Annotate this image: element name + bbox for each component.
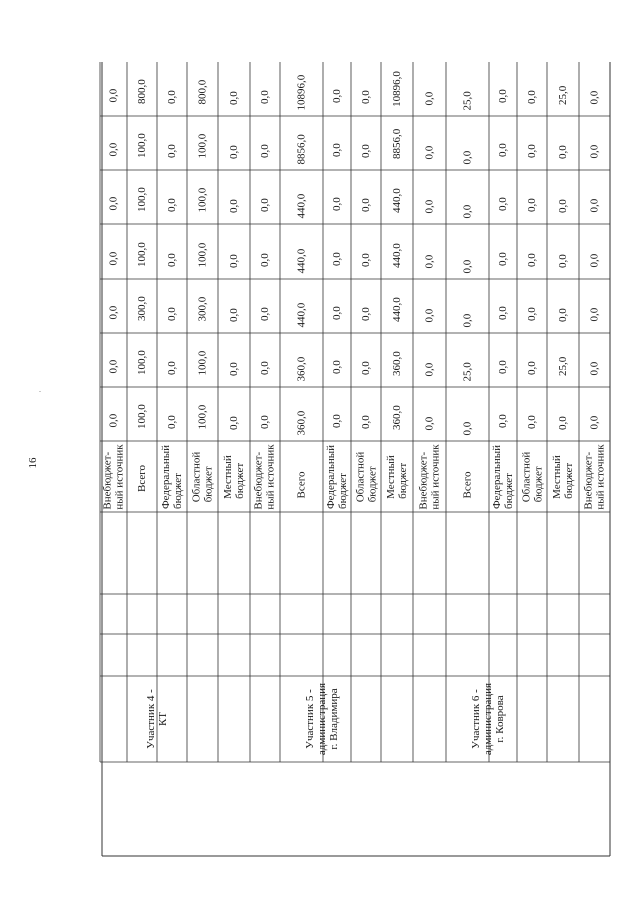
value-cell: 0,0 (331, 143, 343, 157)
value-cell: 100,0 (136, 350, 148, 375)
value-cell: 0,0 (228, 199, 240, 213)
value-cell: 0,0 (331, 197, 343, 211)
value-cell: 440,0 (391, 242, 403, 268)
value-cell: 800,0 (136, 79, 148, 104)
value-cell: 360,0 (295, 410, 308, 436)
value-cell: 360,0 (391, 351, 403, 376)
value-cell: 0,0 (588, 361, 601, 376)
value-cell: 0,0 (360, 415, 372, 429)
value-cell: 0,0 (228, 362, 240, 376)
value-cell: 0,0 (259, 198, 271, 212)
value-cell: 300,0 (196, 296, 209, 322)
scan-dot: . (39, 385, 41, 394)
value-cell: 0,0 (360, 307, 372, 321)
value-cell: 0,0 (497, 360, 509, 374)
value-cell: 0,0 (461, 259, 474, 273)
value-cell: 440,0 (391, 297, 403, 322)
value-cell: 100,0 (136, 187, 148, 212)
value-cell: 0,0 (166, 90, 178, 104)
value-cell: 0,0 (107, 305, 120, 320)
value-cell: 0,0 (526, 144, 538, 158)
row-label: Внебюджет- ный источник (101, 443, 126, 510)
value-cell: 0,0 (497, 89, 509, 103)
value-cell: 0,0 (588, 307, 601, 322)
value-cell: 0,0 (526, 90, 538, 104)
value-cell: 0,0 (360, 252, 372, 267)
value-cell: 0,0 (259, 361, 271, 375)
value-cell: 0,0 (259, 90, 271, 104)
value-cell: 0,0 (107, 142, 120, 157)
value-cell: 0,0 (557, 199, 569, 213)
value-cell: 0,0 (107, 359, 120, 374)
value-cell: 0,0 (526, 361, 538, 375)
value-cell: 0,0 (423, 362, 436, 377)
value-cell: 0,0 (166, 307, 178, 321)
value-cell: 100,0 (196, 350, 209, 376)
value-cell: 0,0 (331, 251, 343, 266)
row-label: Федеральный бюджет (325, 444, 349, 509)
value-cell: 0,0 (557, 253, 569, 268)
value-cell: 0,0 (360, 198, 372, 212)
value-cell: 100,0 (196, 133, 209, 159)
row-label: Местный бюджет (385, 454, 409, 499)
value-cell: 0,0 (557, 145, 569, 159)
value-cell: 440,0 (391, 188, 403, 213)
value-cell: 0,0 (166, 361, 178, 375)
value-cell: 0,0 (331, 414, 343, 428)
value-cell: 10896,0 (295, 74, 308, 111)
value-cell: 0,0 (423, 308, 436, 323)
value-cell: 25,0 (461, 91, 474, 111)
row-label: Местный бюджет (551, 454, 575, 499)
value-cell: 0,0 (588, 198, 601, 213)
value-cell: 0,0 (228, 416, 240, 430)
value-cell: 0,0 (497, 251, 509, 266)
value-cell: 0,0 (497, 306, 509, 320)
value-cell: 8856,0 (391, 128, 403, 159)
participant-name: Участник 6 - администрация г. Коврова (469, 682, 506, 756)
value-cell: 0,0 (423, 145, 436, 160)
value-cell: 0,0 (360, 90, 372, 104)
value-cell: 0,0 (526, 307, 538, 321)
value-cell: 0,0 (461, 204, 474, 219)
value-cell: 0,0 (497, 197, 509, 211)
value-cell: 0,0 (588, 415, 601, 430)
value-cell: 0,0 (331, 360, 343, 374)
value-cell: 100,0 (196, 242, 209, 267)
value-cell: 0,0 (228, 145, 240, 159)
value-cell: 360,0 (391, 405, 403, 430)
value-cell: 0,0 (360, 361, 372, 375)
value-cell: 100,0 (136, 404, 148, 429)
value-cell: 100,0 (196, 187, 209, 213)
value-cell: 25,0 (557, 85, 569, 105)
value-cell: 0,0 (228, 91, 240, 105)
value-cell: 300,0 (136, 296, 148, 321)
page-number: 16 (27, 457, 39, 469)
participant-name: Участник 5 - администрация г. Владимира (303, 682, 340, 756)
value-cell: 440,0 (295, 302, 308, 328)
value-cell: 360,0 (295, 356, 308, 382)
value-cell: 0,0 (107, 251, 120, 265)
value-cell: 0,0 (588, 90, 601, 105)
value-cell: 0,0 (588, 253, 601, 267)
value-cell: 0,0 (423, 199, 436, 214)
value-cell: 0,0 (331, 306, 343, 320)
value-cell: 0,0 (461, 150, 474, 165)
value-cell: 100,0 (196, 404, 209, 430)
value-cell: 0,0 (259, 144, 271, 158)
row-label: Всего (295, 471, 308, 498)
row-label: Внебюджет- ный источник (582, 443, 607, 510)
value-cell: 0,0 (228, 253, 240, 268)
row-label: Местный бюджет (222, 454, 246, 499)
value-cell: 0,0 (331, 89, 343, 103)
row-label: Федеральный бюджет (160, 444, 184, 509)
value-cell: 440,0 (295, 248, 308, 273)
value-cell: 0,0 (526, 252, 538, 267)
value-cell: 0,0 (360, 144, 372, 158)
value-cell: 0,0 (526, 198, 538, 212)
value-cell: 0,0 (166, 198, 178, 212)
value-cell: 8856,0 (295, 134, 308, 165)
value-cell: 800,0 (196, 79, 209, 105)
value-cell: 0,0 (526, 415, 538, 429)
value-cell: 10896,0 (391, 71, 403, 107)
value-cell: 25,0 (557, 356, 569, 376)
value-cell: 0,0 (107, 196, 120, 211)
value-cell: 0,0 (497, 143, 509, 157)
value-cell: 100,0 (136, 133, 148, 158)
row-label: Всего (461, 471, 474, 498)
value-cell: 0,0 (228, 308, 240, 322)
value-cell: 0,0 (423, 254, 436, 268)
row-label: Всего (136, 464, 148, 492)
value-cell: 0,0 (259, 415, 271, 429)
row-label: Внебюджет- ный источник (417, 443, 442, 510)
value-cell: 0,0 (259, 252, 271, 267)
row-label: Областной бюджет (190, 451, 215, 502)
row-label: Внебюджет- ный источник (253, 443, 277, 510)
value-cell: 0,0 (166, 144, 178, 158)
value-cell: 0,0 (557, 308, 569, 322)
value-cell: 0,0 (107, 88, 120, 103)
value-cell: 0,0 (557, 416, 569, 430)
value-cell: 0,0 (588, 144, 601, 159)
value-cell: 0,0 (461, 421, 474, 436)
row-label: Областной бюджет (520, 451, 545, 502)
participant-name: Участник 4 - КТ (145, 689, 169, 749)
value-cell: 0,0 (423, 416, 436, 431)
row-label: Областной бюджет (354, 451, 379, 502)
value-cell: 0,0 (461, 313, 474, 328)
value-cell: 0,0 (423, 91, 436, 106)
value-cell: 25,0 (461, 362, 474, 382)
value-cell: 0,0 (166, 415, 178, 429)
value-cell: 0,0 (497, 414, 509, 428)
value-cell: 0,0 (166, 252, 178, 267)
value-cell: 0,0 (259, 307, 271, 321)
value-cell: 440,0 (295, 193, 308, 219)
row-label: Федеральный бюджет (491, 444, 515, 509)
value-cell: 0,0 (107, 413, 120, 428)
value-cell: 100,0 (136, 241, 148, 267)
